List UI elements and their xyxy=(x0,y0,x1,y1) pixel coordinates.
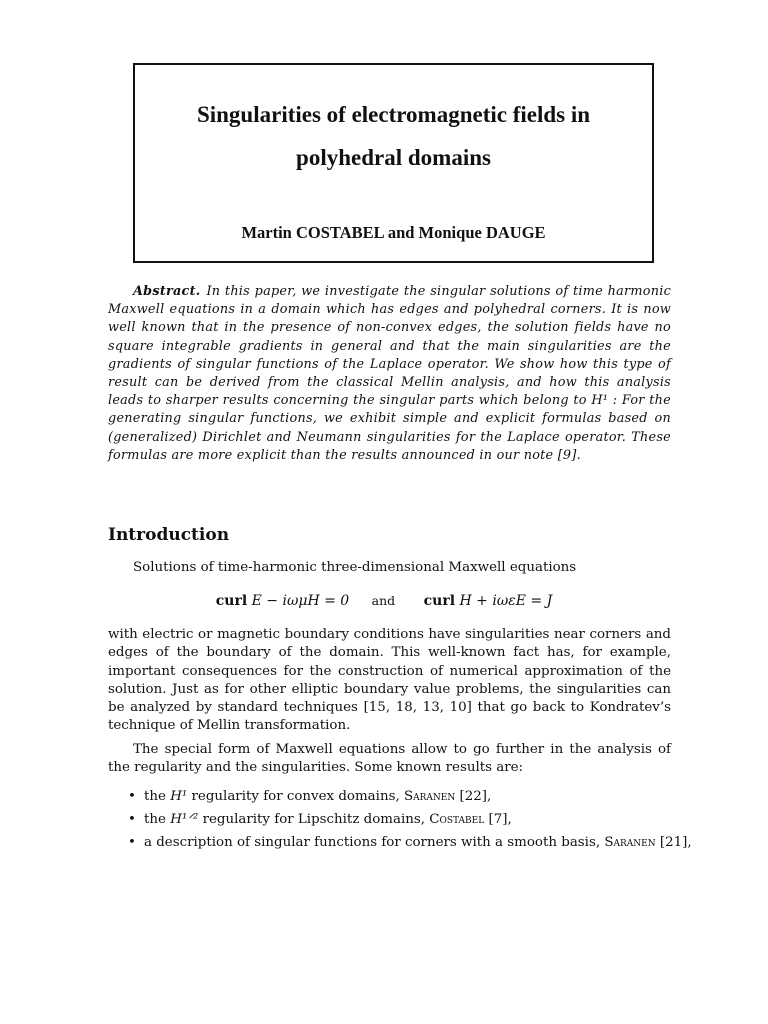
list-item xyxy=(108,808,671,831)
maxwell-equations xyxy=(0,593,768,609)
list-item-text: regularity for Lipschitz domains, xyxy=(202,812,425,827)
equation-conjunction: and xyxy=(371,593,396,608)
list-item-author: Saranen xyxy=(604,835,656,850)
section-heading-introduction: Introduction xyxy=(108,525,230,545)
abstract-label: Abstract. xyxy=(133,284,201,299)
title-box xyxy=(133,63,654,263)
paragraph-3: The special form of Maxwell equations allow to go further in the analysis of the regularity and the singularities. Some known results are: xyxy=(108,742,671,776)
abstract-text: In this paper, we investigate the singular solutions of time harmonic Maxwell equations in a domain which has edges and polyhedral corners. It is now well known that in the presence of non-convex edges, the solution fields have no square integrable gradients in general and that the main singularities are the gradients of singular functions of the Laplace operator. We show how this type of result can be derived from the classical Mellin analysis, and how this analysis leads to sharper results concerning the singular parts which belong to H¹ : For the generating singular functions, we exhibit simple and explicit formulas based on (generalized) Dirichlet and Neumann singularities for the Laplace operator. These formulas are more explicit than the results announced in our note [9]. xyxy=(108,284,671,463)
equation-right: H + iωεE = J xyxy=(459,593,553,609)
equation-left-curl: curl xyxy=(215,593,248,609)
list-item-prefix: a description of singular functions for corners with a smooth basis, xyxy=(144,835,601,850)
authors: Martin COSTABEL and Monique DAUGE xyxy=(241,223,546,242)
list-item-ref: [22], xyxy=(459,789,492,804)
abstract xyxy=(108,283,671,465)
list-item xyxy=(108,831,692,854)
known-results-list xyxy=(108,785,692,854)
list-item-ref: [21], xyxy=(659,835,692,850)
paragraph-1: Solutions of time-harmonic three-dimensional Maxwell equations xyxy=(133,560,577,575)
title-line-2: polyhedral domains xyxy=(296,145,491,170)
paragraph-2: with electric or magnetic boundary conditions have singularities near corners and edges of the boundary of the domain. This well-known fact has, for example, important consequences for the construction of numerical approximation of the solution. Just as for other elliptic boundary value problems, the singularities can be analyzed by standard techniques [15, 18, 13, 10] that go back to Kondratev’s technique of Mellin transformation. xyxy=(108,627,671,734)
list-item-prefix: the xyxy=(144,789,166,804)
list-item-math: H¹ xyxy=(170,789,188,804)
list-item-author: Saranen xyxy=(403,789,456,804)
list-item-author: Costabel xyxy=(429,812,485,827)
equation-left: E − iωμH = 0 xyxy=(251,593,350,609)
title-line-1: Singularities of electromagnetic fields in xyxy=(196,102,591,127)
paper-title xyxy=(135,93,652,179)
list-item-math: H¹ᐟ² xyxy=(170,812,199,827)
list-item-text: regularity for convex domains, xyxy=(191,789,400,804)
list-item xyxy=(108,785,671,808)
list-item-prefix: the xyxy=(144,812,166,827)
equation-right-curl: curl xyxy=(423,593,456,609)
list-item-ref: [7], xyxy=(488,812,512,827)
